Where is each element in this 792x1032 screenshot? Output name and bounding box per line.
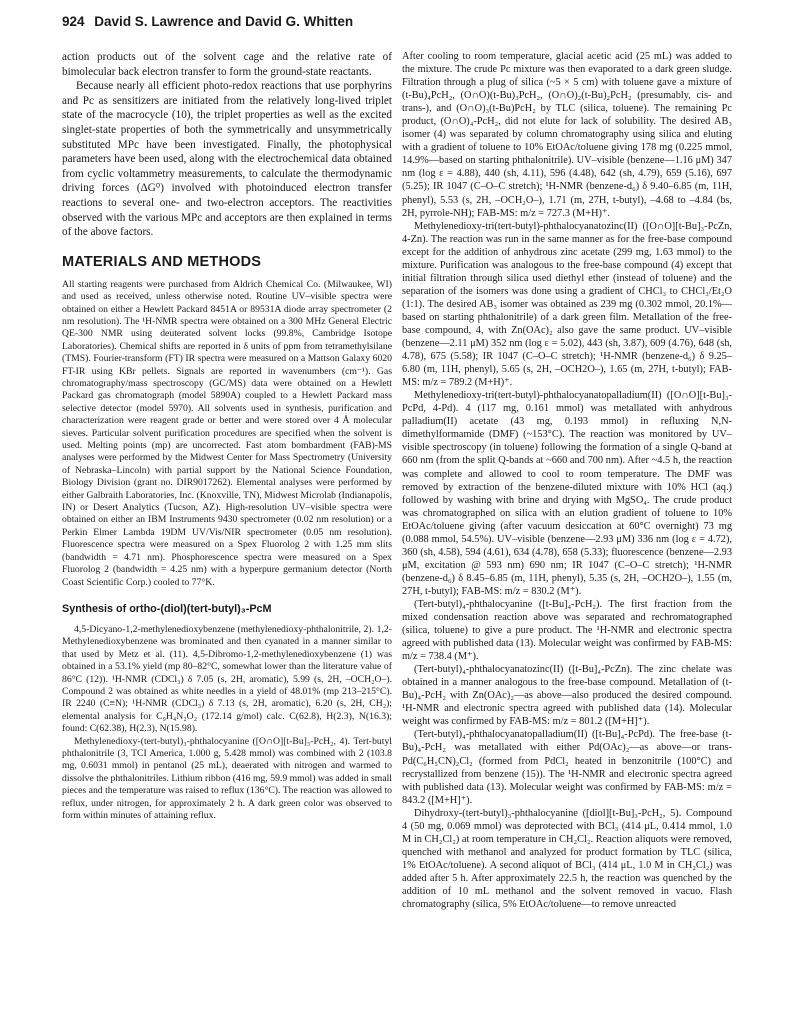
paragraph: (Tert-butyl)₄-phthalocyanine ([t-Bu]₄-PcH₂). The first fraction from the mixed condensation reaction above was separated and rechromatographed (silica, toluene) to give a pure product. The ¹H-NMR and electronic spectra agreed with published data (13). Molecular weight was confirmed by FAB-MS: m/z = 738.4 (M⁺). (402, 598, 732, 663)
methods-text (62, 279, 392, 589)
synthesis-text (62, 624, 392, 823)
subsection-heading: Synthesis of ortho-(diol)(tert-butyl)₃-PcM (62, 602, 272, 615)
paragraph: (Tert-butyl)₄-phthalocyanatozinc(II) ([t-Bu]₄-PcZn). The zinc chelate was obtained in a manner analogous to the free-base compound. Metallation of (t-Bu)₄-PcH₂ with Zn(OAc)₂—as above—also produced the desired compound. ¹H-NMR and electronic spectra agreed with published data (14). Molecular weight was confirmed by FAB-MS: m/z = 801.2 ([M+H]⁺). (402, 664, 732, 728)
section-heading: MATERIALS AND METHODS (62, 253, 262, 270)
paragraph: Because nearly all efficient photo-redox reactions that use porphyrins and Pc as sensitizers are initiated from the relatively long-lived triplet state of the macrocycle (10), the triplet properties as well as the excited singlet-state properties of both the symmetrically and unsymmetrically substituted MPc have been investigated. Finally, the photophysical parameters have been used, along with the electrochemical data obtained from cyclic voltammetry measurements, to calculate the thermodynamic driving forces (ΔG⁰) involved with photoinduced electron transfer reactions to several one- and two-electron acceptors. The reactivities observed with the various MPc and acceptors are then explained in terms of the above factors. (62, 80, 392, 239)
left-column (62, 50, 392, 822)
page-number: 924 (62, 14, 85, 29)
paragraph: 4,5-Dicyano-1,2-methylenedioxybenzene (methylenedioxy-phthalonitrile, 2). 1,2-Methylenedioxybenzene was brominated and then cyanated in a manner similar to that used by Metz et al. (11). 4,5-Dibromo-1,2-methylenedioxybenzene (1) was obtained in a 53.1% yield (mp 80–82°C, somewhat lower than the literature value of 86°C (12)). ¹H-NMR (CDCl₃) δ 7.05 (s, 2H, aromatic), 5.99 (s, 2H, –OCH₂O–). Compound 2 was obtained as white needles in a yield of 48.01% (mp 213–215°C). IR 2240 (C≡N); ¹H-NMR (CDCl₃) δ 7.13 (s, 2H, aromatic), 6.20 (s, 2H, CH₂); elemental analysis for C₉H₄N₂O₂ (172.14 g/mol) calc. C(62.8), H(2.3), N(16.3); found: C(62.38), H(2.3), N(15.98). (62, 623, 392, 735)
paragraph: action products out of the solvent cage and the relative rate of bimolecular back electron transfer to form the ground-state reactants. (62, 51, 392, 78)
paragraph: (Tert-butyl)₄-phthalocyanatopalladium(II) ([t-Bu]₄-PcPd). The free-base (t-Bu)₄-PcH₂ was metallated with either Pd(OAc)₂—as above—or trans-Pd(C₆H₅CN)₂Cl₂ (formed from PdCl₂ heated in benzonitrile (100°C) and recrystallized from benzene (15)). The ¹H-NMR and electronic spectra agreed with published data (13). Molecular weight was confirmed by FAB-MS: m/z = 843.2 ([M+H]⁺). (402, 729, 732, 806)
author-line: David S. Lawrence and David G. Whitten (94, 14, 354, 29)
paragraph: Methylenedioxy-tri(tert-butyl)-phthalocyanatozinc(II) ([O∩O][t-Bu]₃-PcZn, 4-Zn). The reaction was run in the same manner as for the free-base compound except for the addition of anhydrous zinc acetate (299 mg, 1.63 mmol) to the mixture. Purification was analogous to the free-base compound (4) except that initial filtration through silica used diethyl ether (instead of toluene) and the separation of the isomers was done using a gradient of CHCl₃ to CHCl₃/Et₂O (1:1). The desired AB₃ isomer was obtained as 239 mg (0.302 mmol, 20.1%—based on starting phthalonitrile) of a dark green film. Metallation of the free-base compound, 4, with Zn(OAc)₂ also gave the same product. UV–visible (benzene—2.11 μM) 352 nm (log ε = 5.02), 443 (sh, 3.87), 609 (4.76), 648 (sh, 4.78), 675 (5.58); IR 1047 (C–O–C stretch); ¹H-NMR (benzene-d₆) δ 9.25–6.80 (m, 11H, phenyl), 5.65 (s, 2H, –OCH2O–), 1.65 (m, 27H, t-butyl); FAB-MS: m/z = 789.2 (M+H)⁺. (402, 220, 732, 389)
paragraph: All starting reagents were purchased from Aldrich Chemical Co. (Milwaukee, WI) and used as received, unless otherwise noted. Routine UV–visible spectra were obtained on either a Hewlett Packard 8451A or 89531A diode array spectrometer (2 nm resolution). The ¹H-NMR spectra were obtained on a 300 MHz General Electric QE-300 NMR using deuterated solvent locks (99.8%, Cambridge Isotope Laboratories). Chemical shifts are reported in δ units of ppm from tetramethylsilane (TMS). Fourier-transform (FT) IR spectra were measured on a Mattson Galaxy 6020 FT-IR using KBr pellets. Signals are reported in wavenumbers (cm⁻¹). Gas chromatography/mass spectroscopy (GC/MS) data were obtained on a Hewlett Packard gas chromatograph (model 5890A) coupled to a Hewlett Packard mass selective detector (model 5970). All solvents used in synthesis, purification and characterization were reagent grade or better and were stored over 4 Å molecular sieves. Particular solvent purification procedures are specified when the solvent is used. Melting points (mp) are uncorrected. Fast atom bombardment (FAB)-MS analyses were performed by the Midwest Center for Mass Spectrometry (University of Nebraska–Lincoln) with partial support by the National Science Foundation, Biology Division (grant no. DIR9017262). Elemental analyses were performed by either Galbraith Laboratories, Inc. (Knoxville, TN), Midwest Microlab (Indianapolis, IN) or Desert Analytics (Tucson, AZ). High-resolution UV–visible spectra were obtained on either an IBM Instruments 9430 spectrometer (0.02 nm resolution) or a Perkin Elmer Lambda 19DM UV/Vis/NIR spectrometer (0.05 nm resolution). Fluorescence spectra were measured on a Spex Fluorolog 2 with 1.25 mm slits (bandwidth = 4.71 nm). Phosphorescence spectra were measured on a Spex Fluorolog 2 (bandwidth = 4.25 nm) with a hyperpure germanium detector (North Coast Scientific Corp.) cooled to 77°K. (62, 278, 392, 588)
running-header (62, 14, 353, 29)
paragraph: After cooling to room temperature, glacial acetic acid (25 mL) was added to the mixture. The crude Pc mixture was then evaporated to a dark green sludge. Filtration through a plug of silica (~5 × 5 cm) with toluene gave a mixture of (t-Bu)₄PcH₂, (O∩O)(t-Bu)₃PcH₂, (O∩O)₂(t-Bu)₂PcH₂ (presumably, cis- and trans-), and (O∩O)₃(t-Bu)PcH₂ by TLC (silica, toluene). The remaining Pc product, (O∩O)₄-PcH₂, did not elute for lack of solubility. The desired AB₃ isomer (4) was separated by column chromatography using silica and eluting with a gradient of toluene to 10% EtOAc/toluene giving 178 mg (0.225 mmol, 14.9%—based on starting phthalonitrile). UV–visible (benzene—1.16 μM) 347 nm (log ε = 4.88), 440 (sh, 4.11), 596 (4.48), 642 (sh, 4.79), 659 (5.16), 697 (5.25); IR 1047 (C–O–C stretch); ¹H-NMR (benzene-d₆) δ 9.40–6.85 (m, 11H, phenyl), 5.53 (s, 2H, –OCH₂O–), 1.71 (m, 27H, t-butyl), –4.68 to –4.84 (bs, 2H, pyrrole-NH); FAB-MS: m/z = 727.3 (M+H)⁺. (402, 51, 732, 219)
right-column (402, 50, 732, 911)
paragraph: Dihydroxy-(tert-butyl)₃-phthalocyanine ([diol][t-Bu]₃-PcH₂, 5). Compound 4 (50 mg, 0.069 mmol) was deprotected with BCl₃ (414 μL, 0.414 mmol, 1.0 M in CH₂Cl₂) at room temperature in CH₂Cl₂. Reaction aliquots were removed, quenched with methanol and analyzed for product formation by TLC (silica, 1% EtOAc/toluene). A second aliquot of BCl₃ (414 μL, 1.0 M in CH₂Cl₂) was added after 5 h. After approximately 22.5 h, the reaction was quenched by the addition of 10 mL methanol and the solvent removed in vacuo. Flash chromatography (silica, 5% EtOAc/toluene—to remove unreacted (402, 807, 732, 911)
paragraph: Methylenedioxy-(tert-butyl)₃-phthalocyanine ([O∩O][t-Bu]₃-PcH₂, 4). Tert-butyl phthalonitrile (3, TCI America, 1.000 g, 5.428 mmol) was combined with 2 (103.8 mg, 0.6031 mmol) in pentanol (25 mL), deaerated with nitrogen and warmed to dissolve the phthalonitriles. Lithium ribbon (416 mg, 59.9 mmol) was added in small pieces and the temperature was raised to reflux (136°C). The reaction was allowed to reflux, under nitrogen, for approximately 2 h. A dark green color was observed to form within minutes of attaining reflux. (62, 735, 392, 822)
intro-text (62, 50, 392, 240)
paragraph: Methylenedioxy-tri(tert-butyl)-phthalocyanatopalladium(II) ([O∩O][t-Bu]₃-PcPd, 4-Pd). 4 (117 mg, 0.161 mmol) was metallated with anhydrous palladium(II) acetate (43 mg, 0.193 mmol) in refluxing N,N-dimethylformamide (DMF) (~153°C). The reaction was monitored by UV–visible spectroscopy (in toluene) following the formation of a single Q-band at 660 nm (from the split Q-bands at ~660 and 700 nm). After ~4.5 h, the reaction was complete and allowed to cool to room temperature. The DMF was removed by extraction of the benzene-diluted mixture with 10% HCl (aq.) followed by washing with brine and drying with MgSO₄. The crude product was chromatographed on silica with an elution gradient of toluene to 10% EtOAc/toluene giving (after vacuum desiccation at 60°C overnight) 73 mg (0.088 mmol, 54.5%). UV–visible (benzene—2.93 μM) 336 nm (log ε = 4.72), 360 (sh, 4.58), 594 (4.61), 634 (4.78), 658 (5.33); fluorescence (benzene—2.93 μM, excitation @ 593 nm) 690 nm; IR 1047 (C–O–C stretch); ¹H-NMR (benzene-d₆) δ 8.45–6.85 (m, 11H, phenyl), 5.35 (s, 2H, –OCH2O–), 1.55 (m, 27H, t-butyl); FAB-MS: m/z = 830.2 (M⁺). (402, 390, 732, 597)
